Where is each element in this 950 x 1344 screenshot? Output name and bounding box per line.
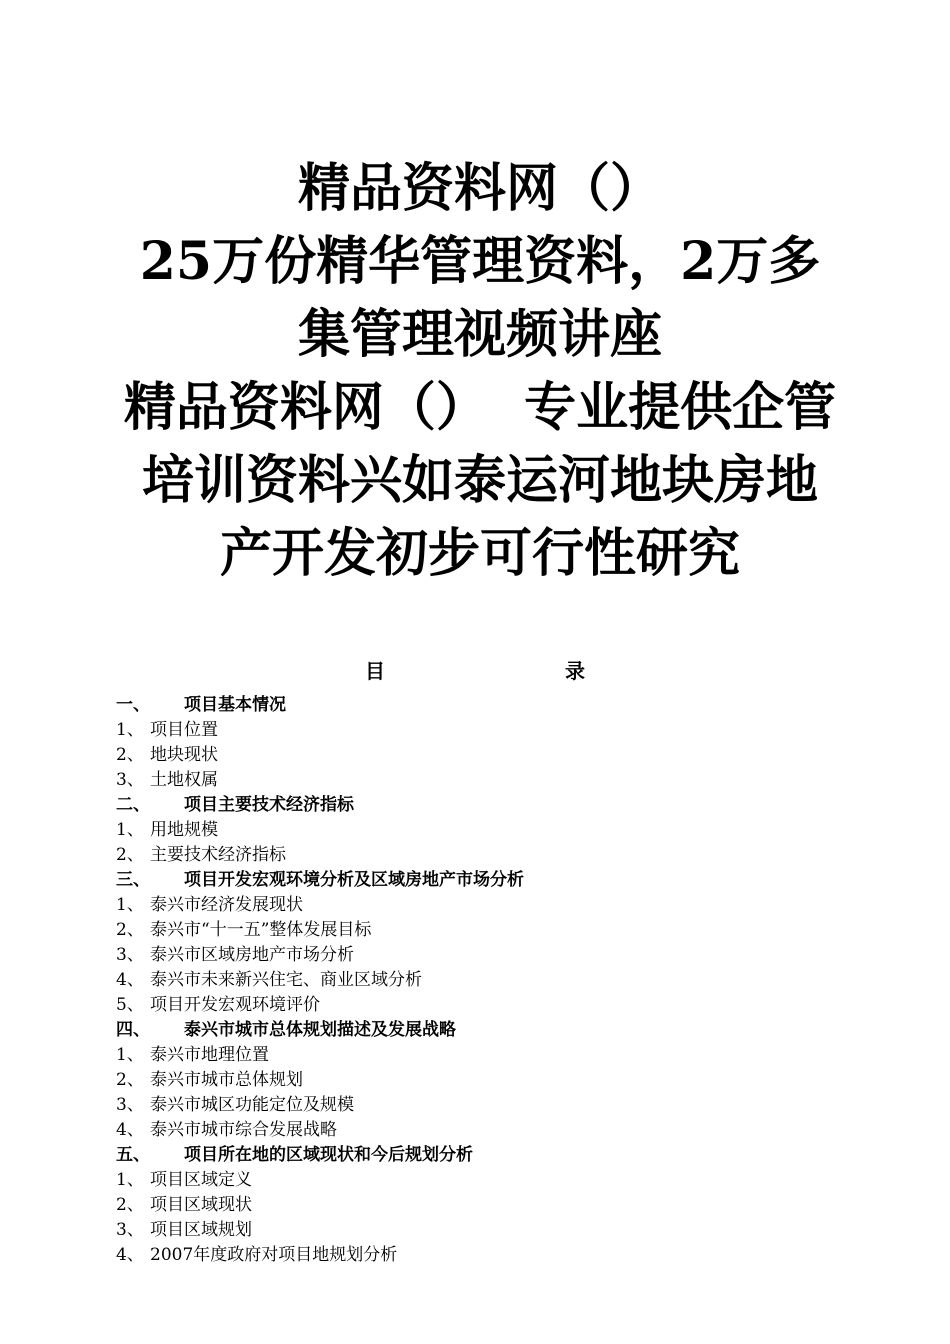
toc-number: 3、 <box>116 945 144 965</box>
toc-text: 项目位置 <box>150 720 218 740</box>
toc-item <box>116 993 836 1018</box>
toc-number: 四、 <box>116 1020 150 1040</box>
toc-item <box>116 1068 836 1093</box>
toc-number: 4、 <box>116 970 144 990</box>
toc-heading <box>0 655 950 685</box>
toc-item <box>116 1093 836 1118</box>
toc-section <box>116 868 836 893</box>
toc-item <box>116 943 836 968</box>
toc-text: 泰兴市经济发展现状 <box>150 895 303 915</box>
toc-item <box>116 743 836 768</box>
toc-number: 3、 <box>116 1095 144 1115</box>
toc-number: 5、 <box>116 995 144 1015</box>
toc-number: 五、 <box>116 1145 150 1165</box>
toc-text: 泰兴市区域房地产市场分析 <box>150 945 354 965</box>
toc-text: 泰兴市“十一五”整体发展目标 <box>150 920 372 940</box>
toc-text: 泰兴市未来新兴住宅、商业区域分析 <box>150 970 422 990</box>
toc-text: 项目开发宏观环境分析及区域房地产市场分析 <box>184 870 524 890</box>
toc-item <box>116 918 836 943</box>
toc-section <box>116 793 836 818</box>
toc-text: 泰兴市城市总体规划 <box>150 1070 303 1090</box>
title-line: 集管理视频讲座 <box>297 304 662 365</box>
toc-item <box>116 768 836 793</box>
toc-text: 2007年度政府对项目地规划分析 <box>150 1245 398 1265</box>
toc-text: 泰兴市地理位置 <box>150 1045 269 1065</box>
title-line: 产开发初步可行性研究 <box>219 523 740 584</box>
toc-section <box>116 693 836 718</box>
toc-item <box>116 1043 836 1068</box>
toc-text: 泰兴市城区功能定位及规模 <box>150 1095 354 1115</box>
toc-item <box>116 1118 836 1143</box>
toc-number: 1、 <box>116 1170 144 1190</box>
toc-text: 主要技术经济指标 <box>150 845 286 865</box>
toc-item <box>116 818 836 843</box>
toc-number: 4、 <box>116 1120 144 1140</box>
title-line: 25万份精华管理资料，2万多 <box>139 231 821 292</box>
toc-text: 项目所在地的区域现状和今后规划分析 <box>184 1145 473 1165</box>
toc-number: 2、 <box>116 845 144 865</box>
toc-item <box>116 718 836 743</box>
toc-item <box>116 1243 836 1268</box>
title-line: 培训资料兴如泰运河地块房地 <box>141 450 818 511</box>
toc-section <box>116 1018 836 1043</box>
toc-number: 2、 <box>116 1070 144 1090</box>
toc-text: 项目区域定义 <box>150 1170 252 1190</box>
toc-number: 1、 <box>116 820 144 840</box>
toc-item <box>116 893 836 918</box>
document-title <box>100 152 860 590</box>
toc-section <box>116 1143 836 1168</box>
toc-item <box>116 1168 836 1193</box>
toc-number: 一、 <box>116 695 150 715</box>
title-line: 精品资料网（） <box>297 158 662 219</box>
toc-heading-right: 录 <box>565 659 585 683</box>
toc-number: 1、 <box>116 1045 144 1065</box>
toc-text: 项目开发宏观环境评价 <box>150 995 320 1015</box>
toc-text: 项目区域规划 <box>150 1220 252 1240</box>
toc-text: 项目区域现状 <box>150 1195 252 1215</box>
table-of-contents <box>116 693 836 1268</box>
toc-number: 2、 <box>116 920 144 940</box>
toc-heading-left: 目 <box>365 659 385 683</box>
toc-text: 项目主要技术经济指标 <box>184 795 354 815</box>
toc-text: 项目基本情况 <box>184 695 286 715</box>
title-line: 精品资料网（） 专业提供企管 <box>123 377 837 438</box>
toc-text: 泰兴市城市总体规划描述及发展战略 <box>184 1020 456 1040</box>
toc-item <box>116 843 836 868</box>
toc-text: 地块现状 <box>150 745 218 765</box>
toc-text: 泰兴市城市综合发展战略 <box>150 1120 337 1140</box>
toc-number: 4、 <box>116 1245 144 1265</box>
toc-item <box>116 1193 836 1218</box>
toc-number: 3、 <box>116 1220 144 1240</box>
toc-number: 3、 <box>116 770 144 790</box>
toc-text: 土地权属 <box>150 770 218 790</box>
toc-number: 2、 <box>116 745 144 765</box>
toc-number: 1、 <box>116 720 144 740</box>
toc-number: 1、 <box>116 895 144 915</box>
toc-item <box>116 1218 836 1243</box>
toc-text: 用地规模 <box>150 820 218 840</box>
toc-number: 二、 <box>116 795 150 815</box>
toc-number: 2、 <box>116 1195 144 1215</box>
toc-number: 三、 <box>116 870 150 890</box>
toc-item <box>116 968 836 993</box>
